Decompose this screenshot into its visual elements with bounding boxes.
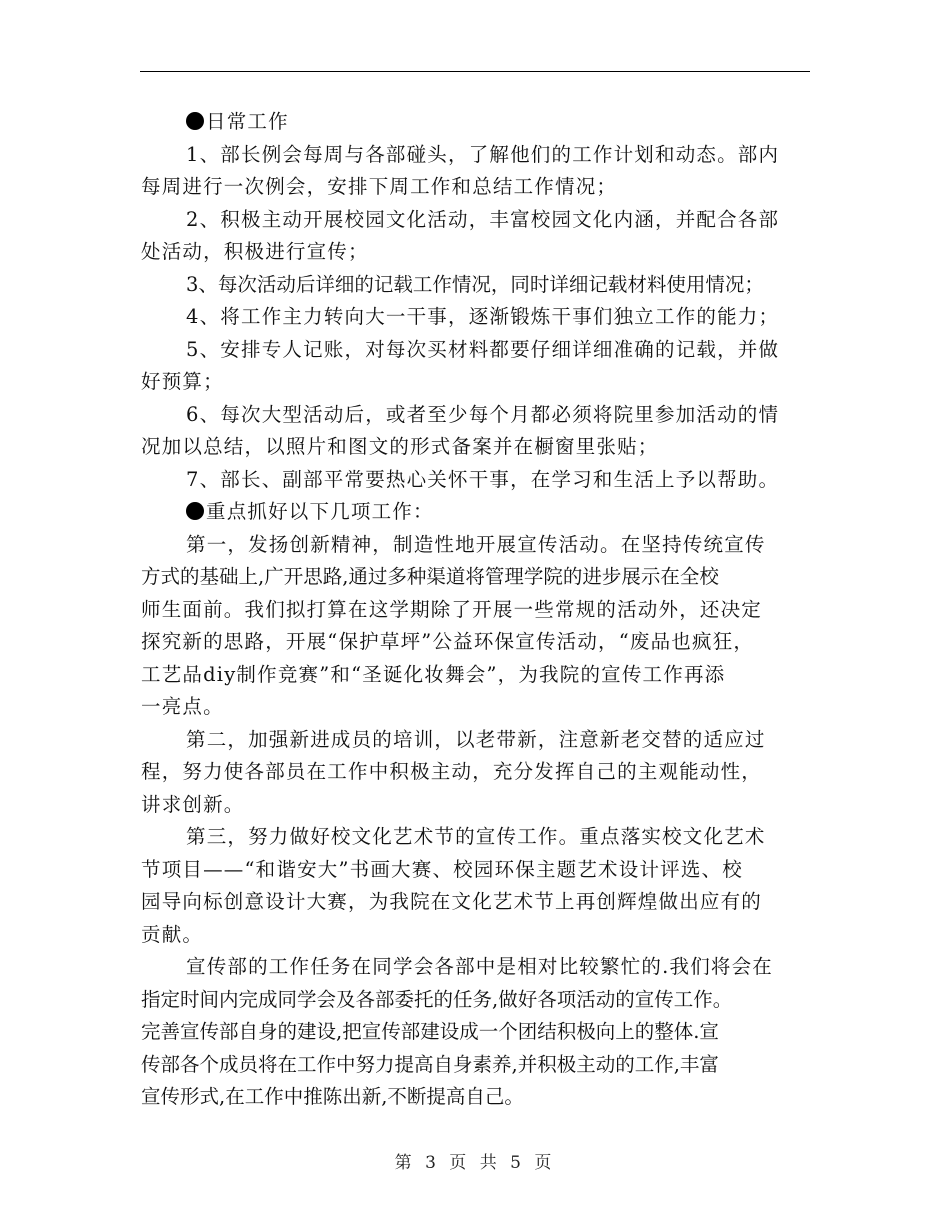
closing-paragraph-line-3: 完善宣传部自身的建设,把宣传部建设成一个团结积极向上的整体.宣 <box>141 1020 719 1043</box>
list-item-1-line-1: 1、部长例会每周与各部碰头，了解他们的工作计划和动态。部内 <box>186 142 780 166</box>
list-item-4-line-1: 4、将工作主力转向大一干事，逐渐锻炼干事们独立工作的能力； <box>186 305 780 328</box>
list-item-2-line-1: 2、积极主动开展校园文化活动，丰富校园文化内涵，并配合各部 <box>186 207 780 231</box>
page-number-footer: 第 3 页 共 5 页 <box>394 1153 556 1173</box>
paragraph-first-line-5: 工艺品diy制作竞赛”和“圣诞化妆舞会”，为我院的宣传工作再添 <box>141 662 726 686</box>
header-rule <box>140 71 810 72</box>
paragraph-first-line-6: 一亮点。 <box>141 695 224 718</box>
document-body <box>141 106 813 1114</box>
list-item-5-line-2: 好预算； <box>141 370 224 393</box>
section-heading-daily: 日常工作 <box>141 106 813 139</box>
paragraph-third-line-2: 节项目——“和谐安大”书画大赛、校园环保主题艺术设计评选、校 <box>141 857 743 881</box>
paragraph-third-line-3: 园导向标创意设计大赛，为我院在文化艺术节上再创辉煌做出应有的 <box>141 890 763 913</box>
paragraph-second-line-3: 讲求创新。 <box>141 792 245 816</box>
list-item-6-line-1: 6、每次大型活动后，或者至少每个月都必须将院里参加活动的情 <box>186 402 780 426</box>
paragraph-first-line-2: 方式的基础上,广开思路,通过多种渠道将管理学院的进步展示在全校 <box>141 565 719 588</box>
section-heading-focus: 重点抓好以下几项工作： <box>141 496 813 529</box>
bullet-dot-icon <box>186 112 204 130</box>
paragraph-third-line-1: 第三，努力做好校文化艺术节的宣传工作。重点落实校文化艺术 <box>186 825 766 848</box>
paragraph-second-line-1: 第二，加强新进成员的培训，以老带新，注意新老交替的适应过 <box>186 727 766 751</box>
closing-paragraph-line-1: 宣传部的工作任务在同学会各部中是相对比较繁忙的.我们将会在 <box>186 955 773 978</box>
paragraph-first-line-4: 探究新的思路，开展“保护草坪”公益环保宣传活动，“废品也疯狂， <box>141 630 755 653</box>
bullet-dot-icon <box>186 502 204 520</box>
list-item-5-line-1: 5、安排专人记账，对每次买材料都要仔细详细准确的记载，并做 <box>186 337 780 361</box>
list-item-7-line-1: 7、部长、副部平常要热心关怀干事，在学习和生活上予以帮助。 <box>186 467 780 491</box>
list-item-1-line-2: 每周进行一次例会，安排下周工作和总结工作情况； <box>141 175 618 198</box>
paragraph-first-line-3: 师生面前。我们拟打算在这学期除了开展一些常规的活动外，还决定 <box>141 597 763 621</box>
paragraph-second-line-2: 程，努力使各部员在工作中积极主动，充分发挥自己的主观能动性， <box>141 760 763 783</box>
closing-paragraph-line-2: 指定时间内完成同学会及各部委托的任务,做好各项活动的宣传工作。 <box>141 987 733 1011</box>
list-item-2-line-2: 处活动，积极进行宣传； <box>141 240 369 263</box>
paragraph-third-line-4: 贡献。 <box>141 922 204 946</box>
list-item-6-line-2: 况加以总结，以照片和图文的形式备案并在橱窗里张贴； <box>141 435 659 458</box>
list-item-3-line-1: 3、每次活动后详细的记载工作情况，同时详细记载材料使用情况； <box>186 272 764 296</box>
paragraph-first-line-1: 第一，发扬创新精神，制造性地开展宣传活动。在坚持传统宣传 <box>186 532 766 556</box>
closing-paragraph-line-5: 宣传形式,在工作中推陈出新,不断提高自己。 <box>141 1085 524 1108</box>
closing-paragraph-line-4: 传部各个成员将在工作中努力提高自身素养,并积极主动的工作,丰富 <box>141 1052 719 1076</box>
